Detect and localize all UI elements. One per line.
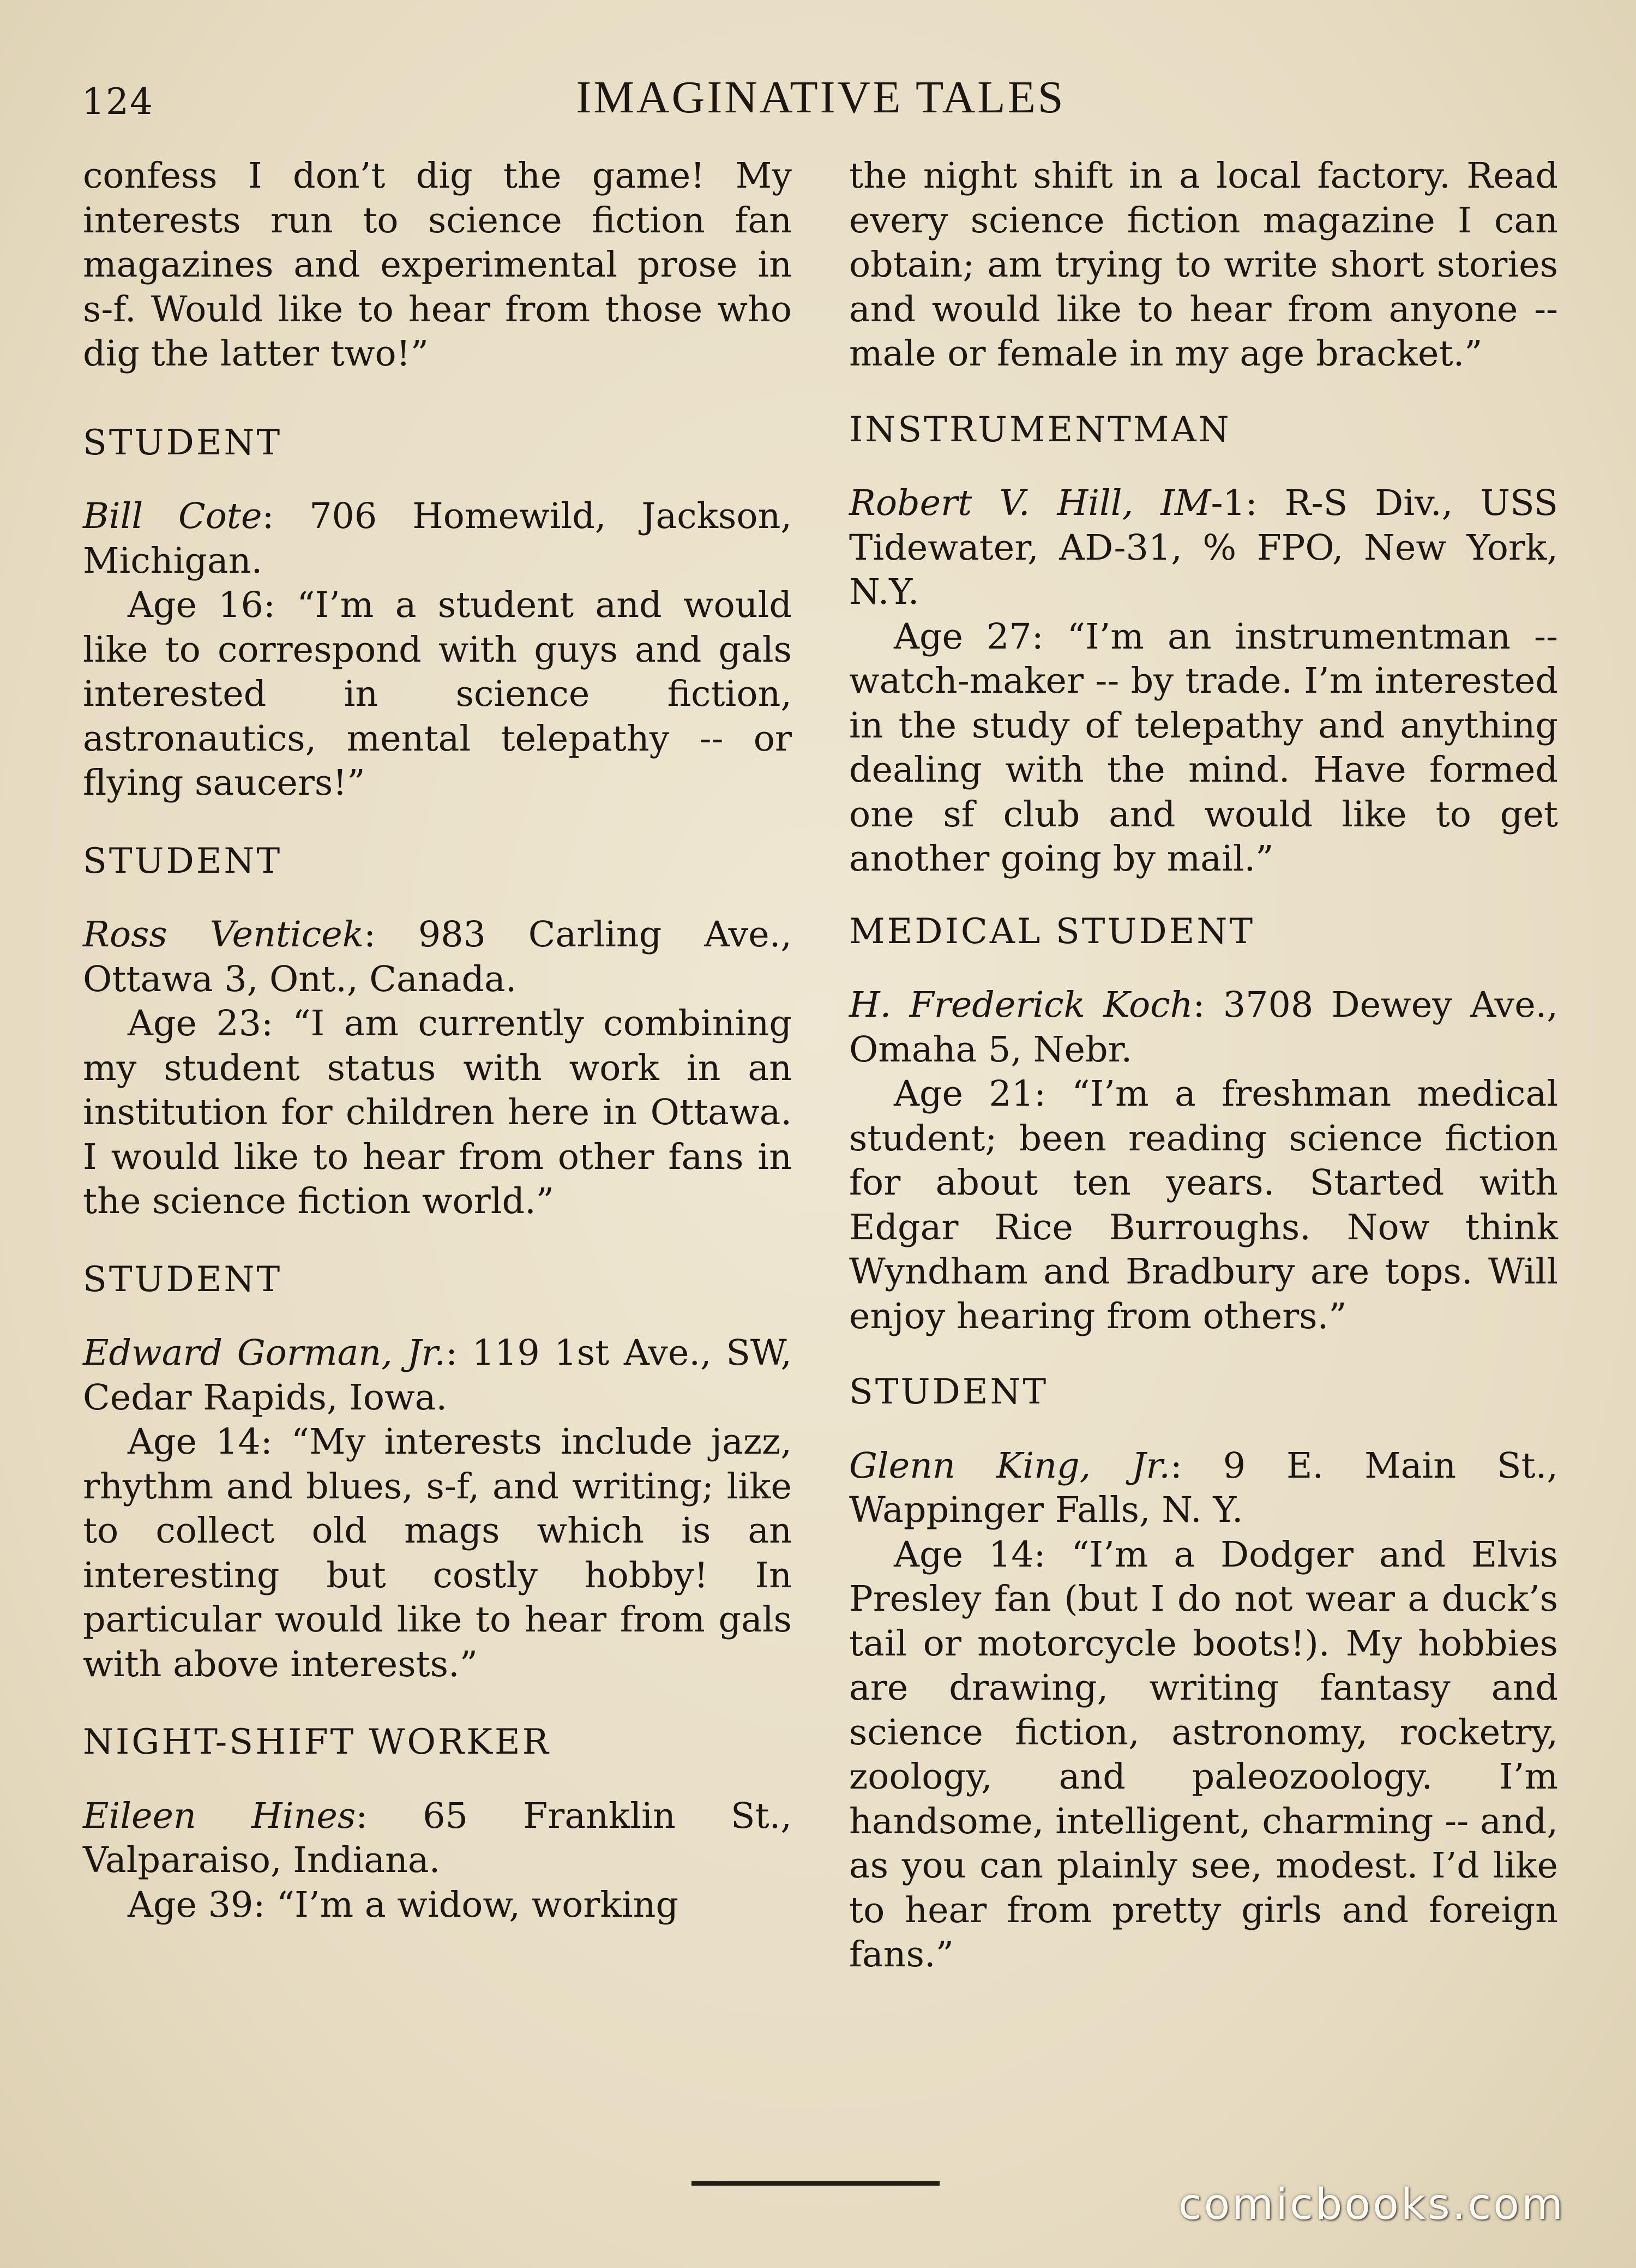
correspondent-name: H. Frederick Koch bbox=[849, 985, 1193, 1025]
end-rule bbox=[691, 2181, 940, 2186]
pen-pal-entry bbox=[83, 913, 792, 1224]
continued-text: confess I don’t dig the game! My interests run to science fiction fan magazines and experimental prose in s-f. Would like to hear from those who dig the latter two!” bbox=[83, 155, 792, 374]
correspondent-quote: Age 27: “I’m an instrumentman -- watch-maker -- by trade. I’m interested in the study of telepathy and anything dealing with the mind. Have formed one sf club and would like to get another going by mail.” bbox=[849, 616, 1558, 879]
correspondent-quote: Age 14: “I’m a Dodger and Elvis Presley fan (but I do not wear a duck’s tail or motorcycle boots!). My hobbies are drawing, writing fantasy and science fiction, astronomy, rocketry, zoology, and paleozoology. I’m handsome, intelligent, charming -- and, as you can plainly see, modest. I’d like to hear from pretty girls and foreign fans.” bbox=[849, 1534, 1558, 1975]
correspondent-address: : 706 Homewild, Jackson, Michigan. bbox=[83, 496, 792, 581]
correspondent-name: Eileen Hines bbox=[83, 1795, 356, 1837]
correspondent-name: Ross Venticek bbox=[83, 914, 364, 955]
pen-pal-entry bbox=[83, 1794, 792, 1928]
correspondent-address: : 9 E. Main St., Wappinger Falls, N. Y. bbox=[849, 1445, 1558, 1531]
section-heading: INSTRUMENTMAN bbox=[849, 409, 1231, 450]
section-heading: STUDENT bbox=[849, 1372, 1049, 1412]
correspondent-quote: Age 14: “My interests include jazz, rhythm and blues, s-f, and writing; like to collect old mags which is an interesting but costly hobby! In particular would like to hear from gals with above interests.” bbox=[83, 1421, 792, 1685]
correspondent-quote: Age 21: “I’m a freshman medical student; been reading science fiction for about ten years. Started with Edgar Rice Burroughs. Now think Wyndham and Bradbury are tops. Will enjoy hearing from others.” bbox=[849, 1073, 1558, 1337]
correspondent-address: : 65 Franklin St., Valparaiso, Indiana. bbox=[83, 1795, 792, 1881]
section-heading: STUDENT bbox=[83, 422, 282, 463]
correspondent-quote: Age 23: “I am currently combining my student status with work in an institution for children here in Ottawa. I would like to hear from other fans in the science fiction world.” bbox=[83, 1003, 792, 1222]
continued-text: the night shift in a local factory. Read every science fiction magazine I can obtain; am trying to write short stories and would like to hear from anyone -- male or female in my age bracket.” bbox=[849, 155, 1558, 374]
pen-pal-entry bbox=[849, 1444, 1558, 1977]
correspondent-quote: Age 39: “I’m a widow, working bbox=[128, 1884, 679, 1925]
correspondent-address: : 983 Carling Ave., Ottawa 3, Ont., Canada. bbox=[83, 914, 792, 1000]
section-heading: NIGHT-SHIFT WORKER bbox=[83, 1722, 551, 1762]
correspondent-name: Glenn King, Jr. bbox=[849, 1445, 1170, 1486]
running-title: IMAGINATIVE TALES bbox=[576, 72, 1066, 123]
correspondent-name: Bill Cote bbox=[83, 496, 262, 537]
pen-pal-entry bbox=[83, 1331, 792, 1687]
page-number: 124 bbox=[82, 81, 154, 123]
section-heading: STUDENT bbox=[83, 1259, 282, 1300]
correspondent-address: : 3708 Dewey Ave., Omaha 5, Nebr. bbox=[849, 985, 1559, 1070]
section-heading: MEDICAL STUDENT bbox=[849, 911, 1255, 952]
correspondent-quote: Age 16: “I’m a student and would like to correspond with guys and gals interested in science fiction, astronautics, mental telepathy -- or flying saucers!” bbox=[83, 585, 792, 803]
correspondent-address: -1: R-S Div., USS Tidewater, AD-31, % FPO, New York, N.Y. bbox=[849, 483, 1558, 613]
pen-pal-entry bbox=[849, 983, 1558, 1339]
correspondent-address: : 119 1st Ave., SW, Cedar Rapids, Iowa. bbox=[83, 1333, 792, 1418]
pen-pal-entry bbox=[83, 494, 792, 806]
pen-pal-entry bbox=[849, 481, 1558, 881]
left-column bbox=[83, 154, 792, 1927]
watermark: comicbooks.com bbox=[1178, 2180, 1565, 2229]
correspondent-name: Robert V. Hill, IM bbox=[849, 483, 1211, 524]
page-header bbox=[82, 71, 1560, 131]
right-column bbox=[849, 154, 1558, 1977]
correspondent-name: Edward Gorman, Jr. bbox=[83, 1333, 446, 1373]
section-heading: STUDENT bbox=[83, 841, 282, 881]
